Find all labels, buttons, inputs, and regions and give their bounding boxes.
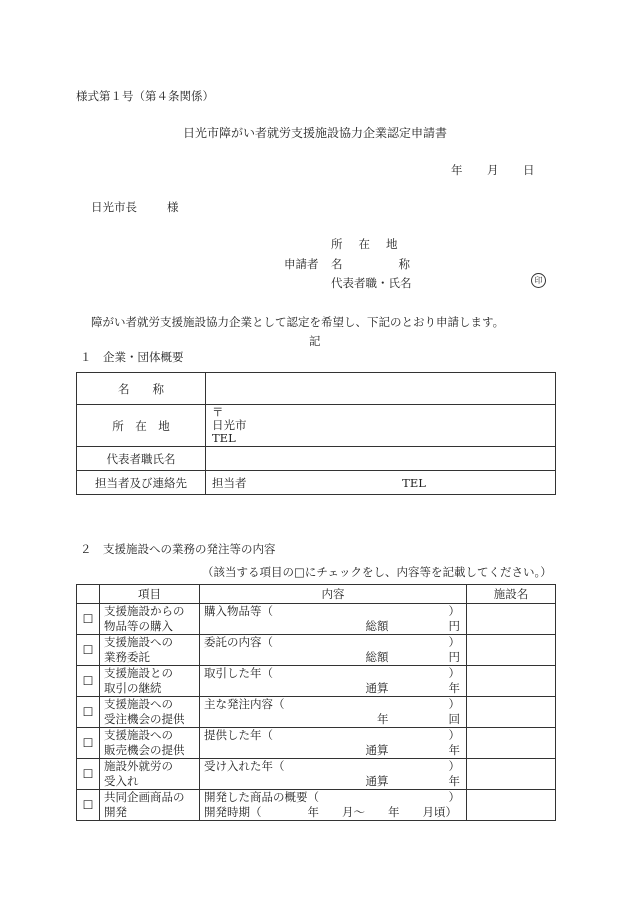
company-overview-table [76,372,556,495]
support-facility-orders-table [76,584,556,821]
row-facility-name[interactable] [467,697,556,728]
content-unit: 年 [448,774,460,788]
company-name-field[interactable] [206,373,556,405]
content-total-label: 総額 [365,650,389,664]
row-checkbox[interactable]: ☐ [77,635,100,666]
item-line-1: 支援施設への [104,728,173,742]
company-address-field[interactable] [206,405,556,447]
addressee-name: 日光市長 [91,200,137,214]
date-line [451,162,535,178]
seal-mark-icon: 印 [531,273,546,288]
declaration-text: 障がい者就労支援施設協力企業として認定を希望し、下記のとおり申請します。 [91,315,505,329]
row-item [100,666,200,697]
item-line-1: 支援施設からの [104,604,185,618]
content-close-paren: ） [448,666,460,680]
row-item [100,790,200,821]
content-line-1 [204,790,466,805]
table-row [77,604,556,635]
contact-field[interactable] [206,471,556,495]
applicant-label: 申請者 [284,257,319,271]
row-item [100,759,200,790]
applicant-name-label [331,256,410,272]
content-prompt: 開発した商品の概要（ [204,790,319,804]
table-row [77,697,556,728]
row-content[interactable] [200,759,467,790]
content-close-paren: ） [448,728,460,742]
content-unit: 円 [448,650,460,664]
table-row [77,790,556,821]
table-row [77,635,556,666]
date-year: 年 [451,163,463,177]
row-content[interactable] [200,666,467,697]
applicant-address-label: 所在地 [331,237,414,251]
content-unit: 回 [448,712,460,726]
item-line-2: 物品等の購入 [104,619,173,633]
table-row [77,759,556,790]
header-item: 項目 [100,585,200,604]
section1-heading: １ 企業・団体概要 [80,350,184,364]
content-close-paren: ） [448,604,460,618]
content-line-2 [204,774,466,789]
row-facility-name[interactable] [467,635,556,666]
item-line-1: 支援施設との [104,666,173,680]
representative-label: 代表者職氏名 [77,447,206,471]
ki-heading: 記 [309,334,321,348]
contact-person-label: 担当者 [212,475,247,490]
row-facility-name[interactable] [467,604,556,635]
content-unit: 年 [448,743,460,757]
date-month: 月 [487,163,499,177]
row-item [100,728,200,759]
row-content[interactable] [200,604,467,635]
row-facility-name[interactable] [467,666,556,697]
row-facility-name[interactable] [467,728,556,759]
content-line-2 [204,712,466,727]
item-line-1: 支援施設への [104,697,173,711]
content-line-1 [204,666,466,681]
contact-tel-label: TEL [402,475,426,490]
content-period: 開発時期（ 年 月～ 年 月頃） [204,805,457,819]
date-day: 日 [523,163,535,177]
addressee [91,199,179,215]
contact-label: 担当者及び連絡先 [77,471,206,495]
content-line-1 [204,604,466,619]
item-line-2: 業務委託 [104,650,150,664]
page-title: 日光市障がい者就労支援施設協力企業認定申請書 [182,126,447,140]
row-checkbox[interactable]: ☐ [77,666,100,697]
row-item [100,604,200,635]
content-close-paren: ） [448,697,460,711]
content-total-label: 通算 [365,774,389,788]
header-checkbox [77,585,100,604]
row-checkbox[interactable]: ☐ [77,759,100,790]
content-prompt: 委託の内容（ [204,635,273,649]
item-line-2: 受入れ [104,774,139,788]
content-line-2 [204,805,466,820]
table-row [77,728,556,759]
postal-mark: 〒 [212,405,224,419]
content-line-2 [204,681,466,696]
item-line-2: 取引の継続 [104,681,162,695]
applicant-representative-label: 代表者職・氏名 [331,276,412,290]
section2-note: （該当する項目の□にチェックをし、内容等を記載してください。） [202,565,552,579]
content-total-label: 通算 [365,743,389,757]
row-content[interactable] [200,790,467,821]
content-prompt: 受け入れた年（ [204,759,285,773]
content-prompt: 提供した年（ [204,728,273,742]
section2-heading: ２ 支援施設への業務の発注等の内容 [80,542,276,556]
content-total-label: 年 [377,712,389,726]
table-row [77,666,556,697]
item-line-2: 受注機会の提供 [104,712,185,726]
content-line-2 [204,650,466,665]
row-checkbox[interactable]: ☐ [77,790,100,821]
addressee-suffix: 様 [167,200,179,214]
content-line-1 [204,759,466,774]
content-total-label: 総額 [365,619,389,633]
content-prompt: 取引した年（ [204,666,273,680]
row-facility-name[interactable] [467,790,556,821]
row-content[interactable] [200,635,467,666]
representative-field[interactable] [206,447,556,471]
header-facility: 施設名 [467,585,556,604]
content-close-paren: ） [448,759,460,773]
row-content[interactable] [200,728,467,759]
company-name-label: 名 称 [77,373,206,405]
row-content[interactable] [200,697,467,728]
item-line-1: 共同企画商品の [104,790,185,804]
company-address-label: 所 在 地 [77,405,206,447]
content-line-1 [204,728,466,743]
row-item [100,697,200,728]
content-prompt: 購入物品等（ [204,604,273,618]
content-total-label: 通算 [365,681,389,695]
item-line-1: 施設外就労の [104,759,173,773]
content-line-2 [204,619,466,634]
content-prompt: 主な発注内容（ [204,697,285,711]
header-content: 内容 [200,585,467,604]
name-label-1: 名 [331,257,343,271]
row-item [100,635,200,666]
row-checkbox[interactable]: ☐ [77,697,100,728]
row-checkbox[interactable]: ☐ [77,728,100,759]
row-checkbox[interactable]: ☐ [77,604,100,635]
content-line-1 [204,635,466,650]
address-tel-label: TEL [212,431,236,445]
content-close-paren: ） [448,790,460,804]
content-line-1 [204,697,466,712]
name-label-2: 称 [398,257,410,271]
form-number: 様式第１号（第４条関係） [76,89,214,103]
item-line-1: 支援施設への [104,635,173,649]
content-unit: 円 [448,619,460,633]
row-facility-name[interactable] [467,759,556,790]
content-unit: 年 [448,681,460,695]
content-line-2 [204,743,466,758]
content-close-paren: ） [448,635,460,649]
item-line-2: 開発 [104,805,127,819]
item-line-2: 販売機会の提供 [104,743,185,757]
city-name: 日光市 [212,418,247,432]
